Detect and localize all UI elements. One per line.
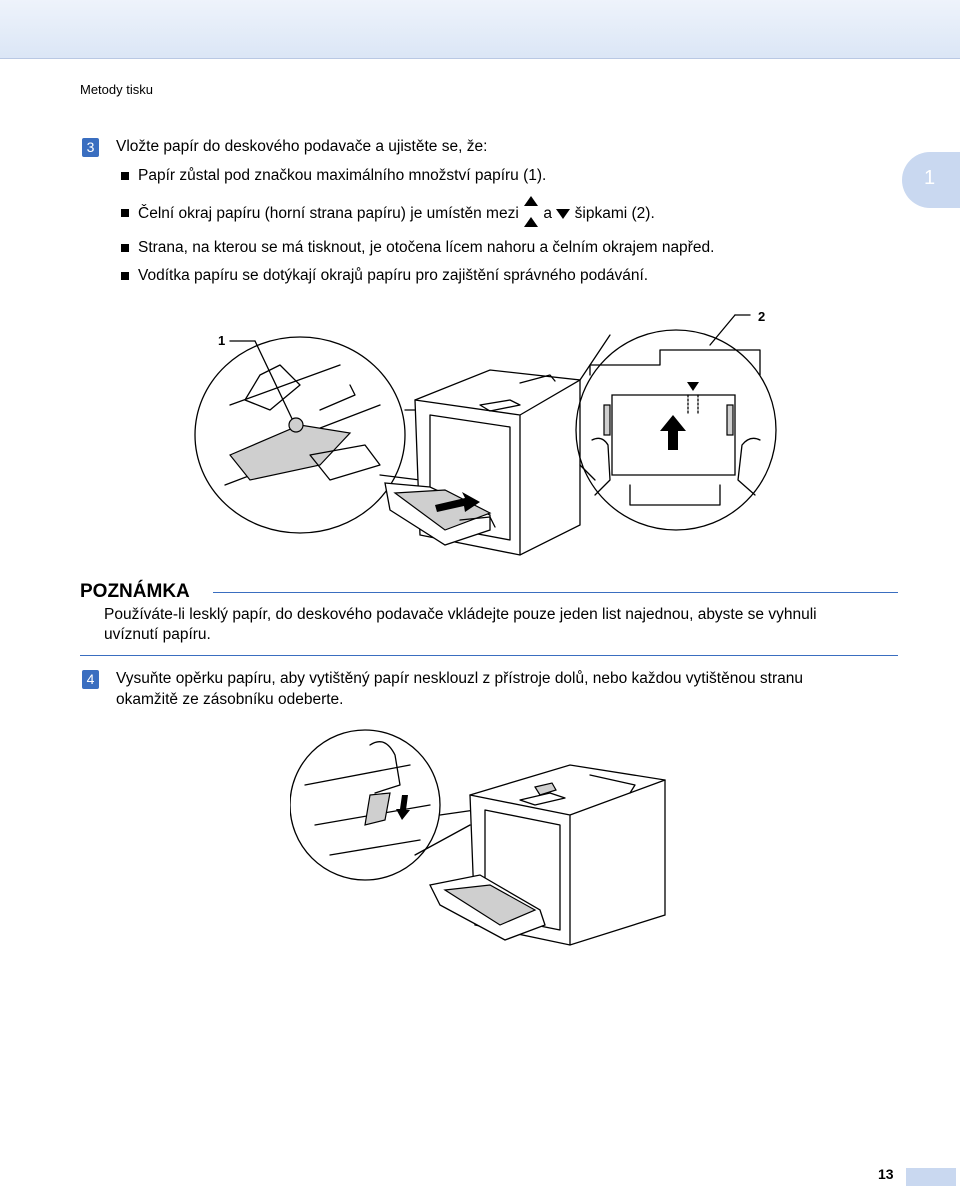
bullet-square bbox=[121, 272, 129, 280]
magnified-paper-mark bbox=[195, 337, 405, 533]
note-line-2: uvíznutí papíru. bbox=[104, 626, 211, 643]
arrow-up-icon bbox=[524, 217, 538, 227]
bullet-2-before: Čelní okraj papíru (horní strana papíru) je umístěn mezi bbox=[138, 205, 519, 223]
bullet-text: Papír zůstal pod značkou maximálního množství papíru (1). bbox=[138, 167, 547, 184]
step-4-line-2: okamžitě ze zásobníku odeberte. bbox=[116, 691, 344, 708]
page-number-tab bbox=[906, 1168, 956, 1186]
bullet-square bbox=[121, 244, 129, 252]
bullet-text: Vodítka papíru se dotýkají okrajů papíru pro zajištění správného podávání. bbox=[138, 267, 649, 284]
chapter-number: 1 bbox=[924, 167, 936, 189]
callout-2: 2 bbox=[758, 309, 766, 324]
arrow-up-icon bbox=[524, 196, 538, 206]
step-3-badge: 3 bbox=[82, 138, 99, 157]
step-3-intro: Vložte papír do deskového podavače a ujistěte se, že: bbox=[116, 138, 488, 155]
note-top-rule bbox=[213, 592, 898, 593]
bullet-2-mid: a bbox=[543, 205, 553, 223]
figure-manual-feed-slot bbox=[190, 305, 790, 565]
note-bottom-rule bbox=[80, 655, 898, 656]
bullet-2-after: šipkami (2). bbox=[574, 205, 655, 223]
chapter-tab bbox=[902, 152, 960, 208]
bullet-square bbox=[121, 209, 129, 217]
callout-1: 1 bbox=[218, 333, 226, 348]
step-4-line-1: Vysuňte opěrku papíru, aby vytištěný papír nesklouzl z přístroje dolů, nebo každou vytištěnou stranu bbox=[116, 670, 803, 687]
bullet-text: Strana, na kterou se má tisknout, je otočena lícem nahoru a čelním okrajem napřed. bbox=[138, 239, 715, 256]
note-line-1: Používáte-li lesklý papír, do deskového podavače vkládejte pouze jeden list najednou, abyste se vyhnuli bbox=[104, 606, 817, 623]
top-band bbox=[0, 0, 960, 59]
printer-illustration bbox=[385, 370, 580, 555]
arrow-down-icon bbox=[556, 209, 570, 219]
bullet-square bbox=[121, 172, 129, 180]
bullet-text-arrows bbox=[138, 203, 655, 225]
step-4-badge: 4 bbox=[82, 670, 99, 689]
magnified-paper-guides bbox=[576, 330, 776, 530]
magnified-support-flap bbox=[290, 730, 440, 880]
figure-paper-support bbox=[290, 725, 690, 955]
note-title: POZNÁMKA bbox=[80, 581, 190, 602]
page-number: 13 bbox=[878, 1166, 894, 1182]
printer-with-support bbox=[430, 765, 665, 945]
running-header: Metody tisku bbox=[80, 82, 153, 97]
